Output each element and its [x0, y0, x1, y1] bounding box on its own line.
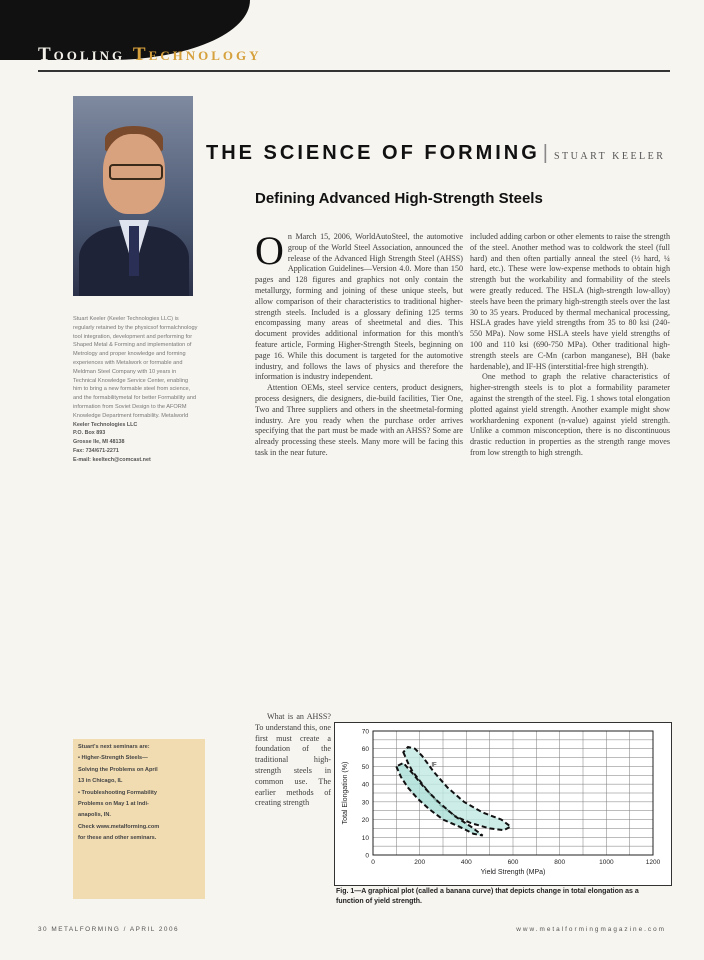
- y-tick-label: 40: [361, 781, 369, 789]
- y-tick-label: 30: [361, 799, 369, 807]
- footer-website: www.metalformingmagazine.com: [516, 926, 666, 933]
- article-headline: Defining Advanced High-Strength Steels: [255, 190, 543, 207]
- x-tick-label: 1000: [599, 859, 614, 866]
- bio-email: E-mail: keeltech@comcast.net: [73, 456, 151, 463]
- paragraph: included adding carbon or other elements to raise the strength of the steel. Another method was to coldwork the steel (full hard) and then often partially anneal the steel (½ hard, ¼ hard, etc.). These were low-expense methods to obtain high strength but the workability and formability of the steels were greatly reduced. The HSLA (high-strength low-alloy) steels have been the primary high-strength steels over the last 30 to 35 years. Produced by thermal mechanical processing, HSLA grades have yield strengths from 35 to 80 ksi (240-550 MPa). Now some HSLA steels have yield strengths of 100 and 110 ksi (690-750 MPa). Other traditional high-strength steels are C-Mn (carbon manganese), BH (bake hardenable), and IF-HS (interstitial-free high strength).: [470, 232, 670, 371]
- section-word-1: Tooling: [38, 44, 126, 65]
- column-name: THE SCIENCE OF FORMING: [206, 142, 540, 164]
- article-column-1: [255, 228, 463, 459]
- x-tick-label: 1200: [645, 859, 661, 866]
- y-tick-label: 10: [361, 834, 369, 842]
- author-bio: [73, 315, 198, 465]
- x-tick-label: 200: [414, 859, 426, 866]
- x-tick-label: 800: [554, 859, 566, 866]
- figure-caption: Fig. 1—A graphical plot (called a banana curve) that depicts change in total elongation as a function of yield strength.: [336, 888, 639, 905]
- sidebar-line: Stuart's next seminars are:: [78, 744, 150, 750]
- paragraph: n March 15, 2006, WorldAutoSteel, the automotive group of the World Steel Association, announced the release of the Advanced High Strength Steel (AHSS) Application Guidelines—Version 4.0. More than 150 pages and 128 figures and graphics not only contain the metallurgy, forming and joining of these unique steels, but allow comparison of their characteristics to traditional higher-strength steels. Included is a glossary defining 125 terms encompassing many areas of sheetmetal and dies. This document provides additional information for this month's feature article, Forming Higher-Strength Steels, beginning on page 16. While this document is targeted for the automotive industry, and follows the laws of physics and therefore the information is industry independent.: [255, 232, 463, 382]
- seminar-sidebar: [73, 739, 205, 899]
- paragraph: Attention OEMs, steel service centers, product designers, process designers, die designers, die-build facilities, Tier One, Two and Three suppliers and others in the sheetmetal-forming industry. Are you ready when the purchase order arrives specifying that the part must be made with an AHSS? Some are already processing these steels. Many more will be facing this task in the near future.: [255, 383, 463, 457]
- sidebar-line: for these and other seminars.: [78, 835, 157, 842]
- bio-city: Grosse Ile, MI 48138: [73, 439, 125, 446]
- annotation-label: IF: [431, 762, 437, 769]
- chart-svg: [335, 723, 671, 885]
- y-tick-label: 0: [365, 852, 369, 860]
- bio-company: Keeler Technologies LLC: [73, 421, 138, 428]
- x-tick-label: 400: [460, 859, 472, 866]
- y-tick-label: 60: [361, 746, 369, 754]
- x-tick-label: 0: [371, 859, 375, 866]
- y-tick-label: 70: [361, 728, 369, 736]
- article-column-2: [470, 232, 670, 459]
- header-rule: [38, 70, 670, 72]
- bio-text: Stuart Keeler (Keeler Technologies LLC) is regularly retained by the physicsof formalchnology tool integration, development and performing for Shaped Metal & Forming and implementation of Metrology and proper knowledge and forming experiences with Metalwork or formable and Meldman Steel Company with 10 years in Technical Knowledge Service Center, enabling him to bring a new formable steel from science, and the formabilitymetal for better Formability and information from Soviet Design to the AFORM Knowledge Department formability. Metalworld: [73, 316, 198, 419]
- column-title: [206, 142, 665, 165]
- y-tick-label: 50: [361, 763, 369, 771]
- sidebar-line: Solving the Problems on April: [78, 766, 158, 773]
- drop-cap: O: [255, 228, 284, 273]
- paragraph: What is an AHSS? To understand this, one first must create a foundation of the traditional high-strength steels in common use. The earlier methods of creating strength: [255, 712, 331, 808]
- author-photo: [73, 96, 193, 296]
- sidebar-line: anapolis, IN.: [78, 812, 111, 819]
- section-label: [38, 44, 262, 66]
- bio-box: P.O. Box 893: [73, 430, 106, 437]
- x-axis-label: Yield Strength (MPa): [480, 869, 546, 876]
- paragraph: One method to graph the relative characteristics of higher-strength steels is to plot a formability parameter against the strength of the steel. Fig. 1 shows total elongation plotted against yield strength. Another example might show workhardening exponent (n-value) against yield strength. Unlike a common misconception, there is no discontinuous drastic reduction in properties as the strength range moves from low strength to high strength.: [470, 372, 670, 457]
- section-word-2: Technology: [132, 44, 262, 65]
- sidebar-line: 13 in Chicago, IL: [78, 778, 123, 785]
- y-tick-label: 20: [361, 817, 369, 825]
- x-tick-label: 600: [507, 859, 519, 866]
- footer-page-info: 30 METALFORMING / APRIL 2006: [38, 926, 180, 933]
- sidebar-line: • Troubleshooting Formability: [78, 789, 158, 796]
- y-axis-label: Total Elongation (%): [342, 761, 349, 825]
- sidebar-line: Problems on May 1 at Indi-: [78, 801, 149, 808]
- sidebar-line: • Higher-Strength Steels—: [78, 755, 148, 762]
- article-column-1-tail: [255, 712, 331, 809]
- title-separator: |: [542, 142, 551, 164]
- figure-chart: [334, 722, 672, 886]
- bio-fax: Fax: 734/671-2271: [73, 447, 119, 454]
- sidebar-line: Check www.metalforming.com: [78, 823, 160, 830]
- column-author: STUART KEELER: [554, 151, 666, 162]
